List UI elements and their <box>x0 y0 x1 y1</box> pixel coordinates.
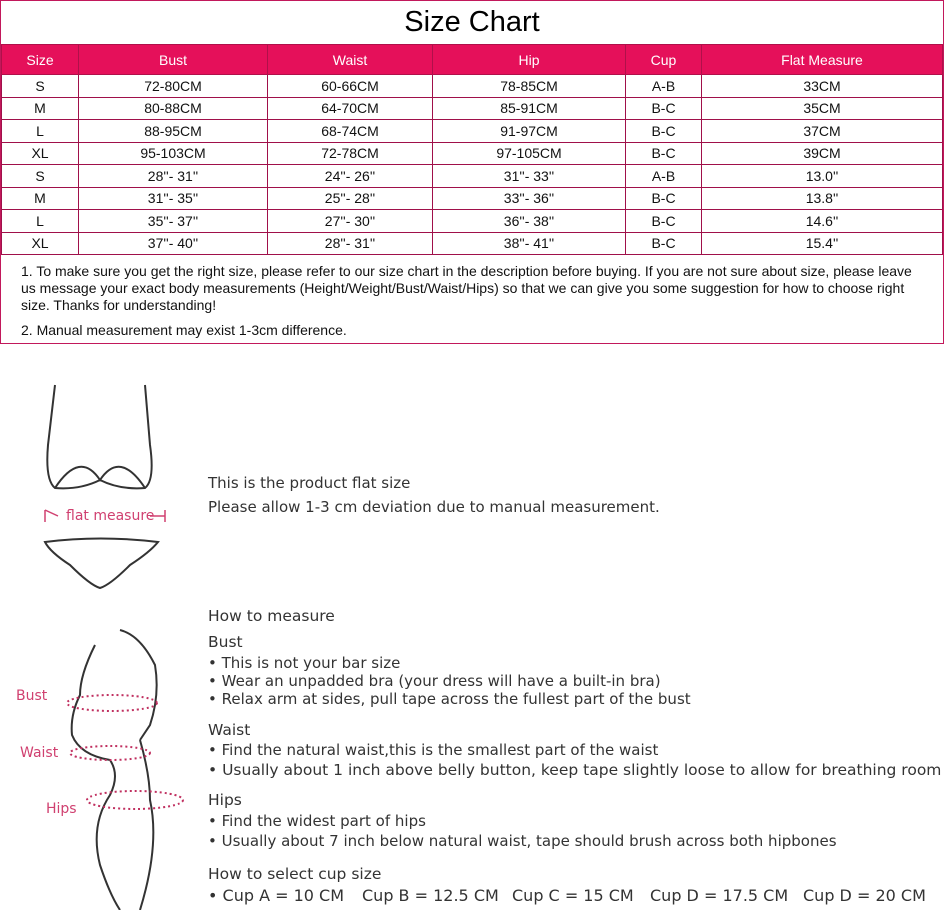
waist-title: Waist <box>208 721 251 739</box>
table-cell: 14.6'' <box>702 210 943 233</box>
table-row <box>2 97 943 120</box>
table-cell: 88-95CM <box>79 120 268 143</box>
table-cell: 31''- 33'' <box>433 165 626 188</box>
table-row <box>2 120 943 143</box>
note-2: 2. Manual measurement may exist 1-3cm difference. <box>21 322 347 338</box>
notes <box>1 255 943 339</box>
hips-title: Hips <box>208 791 242 809</box>
table-cell: 68-74CM <box>268 120 433 143</box>
table-cell: B-C <box>626 210 702 233</box>
bra-bikini-illustration <box>0 370 200 600</box>
table-cell: 95-103CM <box>79 142 268 165</box>
cup-item: Cup D = 20 CM <box>803 886 926 905</box>
table-cell: B-C <box>626 120 702 143</box>
table-row <box>2 75 943 98</box>
bust-title: Bust <box>208 633 243 651</box>
table-cell: B-C <box>626 97 702 120</box>
table-row <box>2 165 943 188</box>
column-header: Size <box>2 45 79 75</box>
size-table <box>1 44 943 255</box>
table-cell: M <box>2 187 79 210</box>
cup-title: How to select cup size <box>208 865 382 883</box>
table-cell: 85-91CM <box>433 97 626 120</box>
table-cell: B-C <box>626 232 702 255</box>
table-cell: S <box>2 75 79 98</box>
flat-measure-label: flat measure <box>66 508 155 524</box>
table-cell: 27''- 30'' <box>268 210 433 233</box>
waist-item: • Usually about 1 inch above belly button, keep tape slightly loose to allow for breathing room <box>208 761 942 779</box>
column-header: Cup <box>626 45 702 75</box>
table-cell: 28''- 31'' <box>79 165 268 188</box>
table-cell: M <box>2 97 79 120</box>
table-cell: 64-70CM <box>268 97 433 120</box>
table-cell: 24''- 26'' <box>268 165 433 188</box>
hips-item: • Usually about 7 inch below natural waist, tape should brush across both hipbones <box>208 832 837 850</box>
table-cell: 28''- 31'' <box>268 232 433 255</box>
header-row <box>2 45 943 75</box>
table-cell: A-B <box>626 165 702 188</box>
table-cell: 37''- 40'' <box>79 232 268 255</box>
table-row <box>2 232 943 255</box>
table-cell: 13.0'' <box>702 165 943 188</box>
table-cell: 91-97CM <box>433 120 626 143</box>
table-cell: 39CM <box>702 142 943 165</box>
table-cell: 72-80CM <box>79 75 268 98</box>
table-cell: 35CM <box>702 97 943 120</box>
bust-item: • Relax arm at sides, pull tape across the fullest part of the bust <box>208 690 691 708</box>
table-cell: 60-66CM <box>268 75 433 98</box>
table-cell: A-B <box>626 75 702 98</box>
table-cell: 80-88CM <box>79 97 268 120</box>
bust-item: • This is not your bar size <box>208 654 401 672</box>
table-cell: B-C <box>626 187 702 210</box>
table-cell: 33CM <box>702 75 943 98</box>
table-cell: L <box>2 210 79 233</box>
table-cell: S <box>2 165 79 188</box>
note-1: 1. To make sure you get the right size, please refer to our size chart in the description before buying. If you are not sure about size, please leave us message your exact body measurements (Height/Weight/Bust/Waist/Hips) so that we can give you some suggestion for how to choose right size. Thanks for understanding! <box>21 263 912 313</box>
table-cell: 13.8'' <box>702 187 943 210</box>
table-cell: B-C <box>626 142 702 165</box>
body-label-waist: Waist <box>20 745 59 761</box>
table-cell: 15.4'' <box>702 232 943 255</box>
column-header: Waist <box>268 45 433 75</box>
deviation-text: Please allow 1-3 cm deviation due to manual measurement. <box>208 498 660 516</box>
bust-item: • Wear an unpadded bra (your dress will have a built-in bra) <box>208 672 661 690</box>
cup-item: Cup D = 17.5 CM <box>650 886 789 905</box>
hips-item: • Find the widest part of hips <box>208 812 426 830</box>
table-cell: 97-105CM <box>433 142 626 165</box>
cup-item: Cup C = 15 CM <box>512 886 634 905</box>
body-label-bust: Bust <box>16 688 48 704</box>
flat-size-text: This is the product flat size <box>208 474 411 492</box>
table-cell: 25''- 28'' <box>268 187 433 210</box>
table-row <box>2 210 943 233</box>
cup-item: Cup B = 12.5 CM <box>362 886 499 905</box>
table-row <box>2 187 943 210</box>
table-cell: XL <box>2 232 79 255</box>
table-cell: 33''- 36'' <box>433 187 626 210</box>
waist-item: • Find the natural waist,this is the smallest part of the waist <box>208 741 659 759</box>
table-cell: XL <box>2 142 79 165</box>
table-cell: 72-78CM <box>268 142 433 165</box>
table-cell: 38''- 41'' <box>433 232 626 255</box>
table-cell: L <box>2 120 79 143</box>
body-illustration <box>0 625 200 910</box>
table-cell: 35''- 37'' <box>79 210 268 233</box>
column-header: Flat Measure <box>702 45 943 75</box>
body-label-hips: Hips <box>46 801 77 817</box>
column-header: Hip <box>433 45 626 75</box>
cup-item: • Cup A = 10 CM <box>208 886 345 905</box>
table-cell: 36''- 38'' <box>433 210 626 233</box>
column-header: Bust <box>79 45 268 75</box>
how-to-measure-title: How to measure <box>208 607 335 625</box>
table-cell: 31''- 35'' <box>79 187 268 210</box>
table-row <box>2 142 943 165</box>
size-chart <box>0 0 944 344</box>
chart-title: Size Chart <box>404 6 540 38</box>
table-cell: 78-85CM <box>433 75 626 98</box>
table-cell: 37CM <box>702 120 943 143</box>
